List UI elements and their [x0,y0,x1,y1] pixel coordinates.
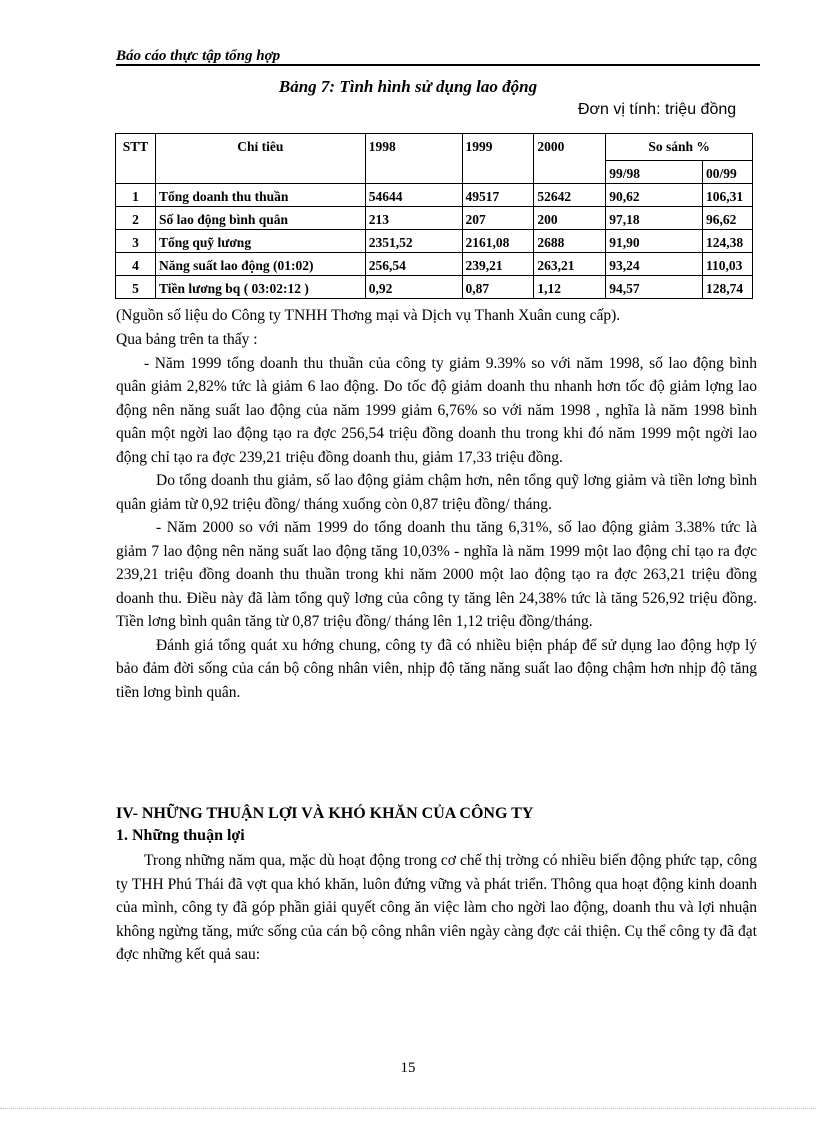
row-2000: 1,12 [534,276,606,299]
header-99-98: 99/98 [606,161,703,184]
row-1998: 256,54 [365,253,462,276]
row-2000: 2688 [534,230,606,253]
table-header-row [116,134,753,161]
row-00-99: 106,31 [702,184,752,207]
row-stt: 3 [116,230,156,253]
row-99-98: 93,24 [606,253,703,276]
row-1999: 0,87 [462,276,534,299]
unit-label: Đơn vị tính: triệu đồng [578,101,737,118]
header-2000: 2000 [534,134,606,184]
header-rule [116,64,760,66]
row-99-98: 91,90 [606,230,703,253]
row-indicator: Tiền lương bq ( 03:02:12 ) [155,276,365,299]
row-indicator: Năng suất lao động (01:02) [155,253,365,276]
bottom-rule [0,1108,816,1109]
row-2000: 263,21 [534,253,606,276]
paragraph: Đánh giá tổng quát xu hớng chung, công ty đã có nhiều biện pháp để sử dụng lao động hợp lý bảo đảm đời sống của cán bộ công nhân viên, nhịp độ tăng năng suất lao động chậm hơn nhịp độ tăng tiền lơng bình quân. [116,636,757,701]
row-00-99: 110,03 [702,253,752,276]
row-99-98: 97,18 [606,207,703,230]
row-00-99: 124,38 [702,230,752,253]
row-2000: 200 [534,207,606,230]
paragraph: Do tổng doanh thu giảm, số lao động giảm chậm hơn, nên tổng quỹ lơng giảm và tiền lơng bình quân giảm từ 0,92 triệu đồng/ tháng xuống còn 0,87 triệu đồng/ tháng. [116,472,757,513]
page-number: 15 [400,1060,416,1076]
header-1998: 1998 [365,134,462,184]
row-1998: 213 [365,207,462,230]
source-note: (Nguồn số liệu do Công ty TNHH Thơng mại và Dịch vụ Thanh Xuân cung cấp). [116,307,621,324]
row-1999: 2161,08 [462,230,534,253]
paragraph: Trong những năm qua, mặc dù hoạt động trong cơ chế thị trờng có nhiều biến động phức tạp, công ty THH Phú Thái đã vợt qua khó khăn, luôn đứng vững và phát triển. Thông qua hoạt động kinh doanh của mình, công ty đã góp phần giải quyết công ăn việc làm cho ngời lao động, doanh thu và lợi nhuận không ngừng tăng, mức sống của cán bộ công nhân viên ngày càng đợc cải thiện. Cụ thể công ty đã đạt đợc những kết quả sau: [116,852,757,963]
table-caption: Bảng 7: Tình hình sử dụng lao động [278,77,538,96]
section-heading: IV- NHỮNG THUẬN LỢI VÀ KHÓ KHĂN CỦA CÔNG TY [116,805,534,822]
table-row [116,276,753,299]
table-row [116,253,753,276]
analysis-body [116,328,757,704]
row-1998: 0,92 [365,276,462,299]
row-indicator: Tổng doanh thu thuần [155,184,365,207]
header-stt: STT [116,134,156,184]
row-indicator: Tổng quỹ lương [155,230,365,253]
table-row [116,230,753,253]
row-99-98: 90,62 [606,184,703,207]
section-body [116,849,757,967]
header-indicator: Chỉ tiêu [155,134,365,184]
row-99-98: 94,57 [606,276,703,299]
subheading: 1. Những thuận lợi [116,827,245,844]
intro-line: Qua bảng trên ta thấy : [116,331,258,348]
paragraph: - Năm 2000 so với năm 1999 do tổng doanh thu tăng 6,31%, số lao động giảm 3.38% tức là giảm 7 lao động nên năng suất lao động tăng 10,03% - nghĩa là năm 1999 một lao động chỉ tạo ra đợc 239,21 triệu đồng doanh thu thuần trong khi năm 2000 một lao động tạo ra đợc 263,21 triệu đồng doanh thu. Điều này đã làm tổng quỹ lơng của công ty tăng lên 24,38% tức là tăng 526,92 triệu đồng. Tiền lơng bình quân tăng từ 0,87 triệu đồng/ tháng lên 1,12 triệu đồng/tháng. [116,519,757,630]
row-stt: 1 [116,184,156,207]
row-00-99: 96,62 [702,207,752,230]
table-row [116,207,753,230]
row-1999: 239,21 [462,253,534,276]
row-1999: 49517 [462,184,534,207]
report-header-title: Báo cáo thực tập tổng hợp [116,48,281,64]
row-1998: 2351,52 [365,230,462,253]
header-compare: So sánh % [606,134,753,161]
row-stt: 2 [116,207,156,230]
row-1998: 54644 [365,184,462,207]
row-indicator: Số lao động bình quân [155,207,365,230]
row-stt: 5 [116,276,156,299]
paragraph: - Năm 1999 tổng doanh thu thuần của công ty giảm 9.39% so với năm 1998, số lao động bình quân giảm 2,82% tức là giảm 6 lao động. Do tốc độ giảm doanh thu nhanh hơn tốc độ giảm lợng lao động nên năng suất lao động của năm 1999 giảm 6,76% so với năm 1998 , nghĩa là năm 1998 bình quân một ngời lao động tạo ra đợc 256,54 triệu đồng doanh thu trong khi đó năm 1999 một ngời lao động chỉ tạo ra đợc 239,21 triệu đồng doanh thu, giảm 17,33 triệu đồng. [116,354,757,466]
row-stt: 4 [116,253,156,276]
row-1999: 207 [462,207,534,230]
row-00-99: 128,74 [702,276,752,299]
row-2000: 52642 [534,184,606,207]
header-00-99: 00/99 [702,161,752,184]
labor-usage-table [115,133,753,299]
table-row [116,184,753,207]
header-1999: 1999 [462,134,534,184]
